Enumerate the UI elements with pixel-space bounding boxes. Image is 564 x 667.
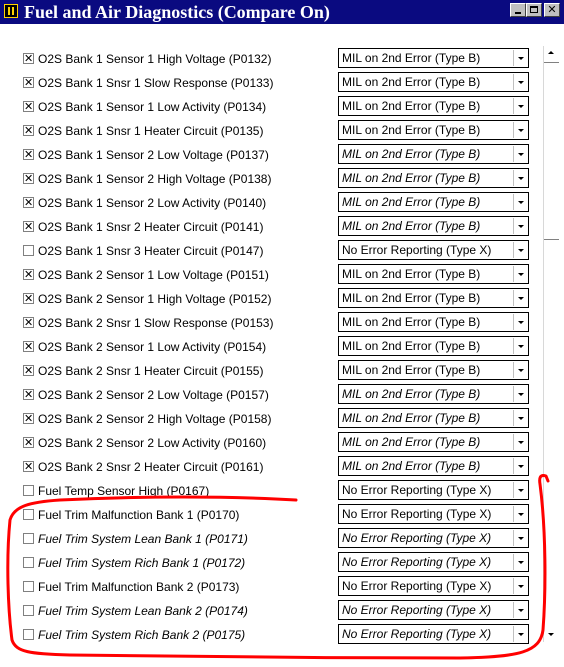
- error-type-dropdown[interactable]: [338, 456, 529, 476]
- enable-checkbox[interactable]: [23, 533, 34, 544]
- dropdown-value: No Error Reporting (Type X): [342, 579, 492, 593]
- scroll-up-arrow-icon[interactable]: [544, 46, 559, 60]
- dropdown-value: MIL on 2nd Error (Type B): [342, 267, 481, 281]
- dropdown-value: MIL on 2nd Error (Type B): [342, 99, 481, 113]
- error-type-dropdown[interactable]: [338, 168, 529, 188]
- error-type-dropdown[interactable]: [338, 240, 529, 260]
- enable-checkbox[interactable]: ✕: [24, 412, 34, 425]
- enable-checkbox[interactable]: ✕: [24, 316, 34, 329]
- chevron-down-icon[interactable]: [513, 146, 527, 162]
- enable-checkbox[interactable]: [23, 509, 34, 520]
- diagnostic-row: [0, 624, 540, 648]
- diagnostic-row: [0, 600, 540, 624]
- enable-checkbox[interactable]: ✕: [24, 340, 34, 353]
- chevron-down-icon[interactable]: [513, 362, 527, 378]
- chevron-down-icon[interactable]: [513, 578, 527, 594]
- enable-checkbox[interactable]: ✕: [24, 292, 34, 305]
- scroll-down-arrow-icon[interactable]: [544, 628, 559, 642]
- diagnostic-row: [0, 480, 540, 504]
- diagnostic-label: Fuel Trim Malfunction Bank 1 (P0170): [38, 508, 240, 522]
- enable-checkbox[interactable]: ✕: [24, 436, 34, 449]
- maximize-icon: [530, 6, 538, 13]
- enable-checkbox[interactable]: ✕: [24, 76, 34, 89]
- diagnostic-row: [0, 456, 540, 480]
- error-type-dropdown[interactable]: [338, 120, 529, 140]
- diagnostic-row: [0, 48, 540, 72]
- diagnostic-label: O2S Bank 1 Sensor 1 High Voltage (P0132): [38, 52, 272, 66]
- diagnostic-row: [0, 336, 540, 360]
- dropdown-value: No Error Reporting (Type X): [342, 627, 492, 641]
- diagnostic-label: O2S Bank 2 Snsr 1 Slow Response (P0153): [38, 316, 274, 330]
- enable-checkbox[interactable]: ✕: [24, 364, 34, 377]
- diagnostic-label: Fuel Trim Malfunction Bank 2 (P0173): [38, 580, 240, 594]
- error-type-dropdown[interactable]: [338, 384, 529, 404]
- chevron-down-icon[interactable]: [513, 530, 527, 546]
- error-type-dropdown[interactable]: [338, 552, 529, 572]
- dropdown-value: MIL on 2nd Error (Type B): [342, 387, 481, 401]
- diagnostic-row: [0, 192, 540, 216]
- error-type-dropdown[interactable]: [338, 408, 529, 428]
- enable-checkbox[interactable]: [23, 245, 34, 256]
- diagnostic-row: [0, 168, 540, 192]
- error-type-dropdown[interactable]: [338, 480, 529, 500]
- diagnostic-label: O2S Bank 1 Sensor 2 Low Activity (P0140): [38, 196, 267, 210]
- dropdown-value: MIL on 2nd Error (Type B): [342, 123, 481, 137]
- diagnostic-row: [0, 576, 540, 600]
- dropdown-value: No Error Reporting (Type X): [342, 555, 492, 569]
- dropdown-value: MIL on 2nd Error (Type B): [342, 147, 481, 161]
- dropdown-value: No Error Reporting (Type X): [342, 603, 492, 617]
- diagnostic-label: O2S Bank 2 Snsr 1 Heater Circuit (P0155): [38, 364, 264, 378]
- chevron-down-icon[interactable]: [513, 242, 527, 258]
- diagnostic-row: [0, 312, 540, 336]
- title-bar[interactable]: [0, 0, 564, 24]
- chevron-down-icon[interactable]: [513, 266, 527, 282]
- diagnostic-label: O2S Bank 2 Sensor 2 Low Activity (P0160): [38, 436, 267, 450]
- error-type-dropdown[interactable]: [338, 72, 529, 92]
- enable-checkbox[interactable]: ✕: [24, 100, 34, 113]
- enable-checkbox[interactable]: ✕: [24, 220, 34, 233]
- diagnostic-row: [0, 384, 540, 408]
- enable-checkbox[interactable]: ✕: [24, 124, 34, 137]
- app-icon: [4, 4, 18, 18]
- error-type-dropdown[interactable]: [338, 528, 529, 548]
- diagnostic-row: [0, 72, 540, 96]
- dropdown-value: MIL on 2nd Error (Type B): [342, 411, 481, 425]
- dropdown-value: MIL on 2nd Error (Type B): [342, 75, 481, 89]
- chevron-down-icon[interactable]: [513, 458, 527, 474]
- error-type-dropdown[interactable]: [338, 600, 529, 620]
- dropdown-value: MIL on 2nd Error (Type B): [342, 459, 481, 473]
- diagnostic-row: [0, 120, 540, 144]
- enable-checkbox[interactable]: ✕: [24, 268, 34, 281]
- chevron-down-icon[interactable]: [513, 482, 527, 498]
- enable-checkbox[interactable]: ✕: [24, 148, 34, 161]
- dropdown-value: MIL on 2nd Error (Type B): [342, 339, 481, 353]
- diagnostic-label: O2S Bank 1 Sensor 1 Low Activity (P0134): [38, 100, 267, 114]
- scrollbar-thumb[interactable]: [544, 62, 559, 240]
- diagnostic-label: O2S Bank 1 Snsr 3 Heater Circuit (P0147): [38, 244, 264, 258]
- error-type-dropdown[interactable]: [338, 624, 529, 644]
- maximize-button[interactable]: [526, 3, 542, 17]
- chevron-down-icon[interactable]: [513, 602, 527, 618]
- diagnostic-label: Fuel Trim System Rich Bank 2 (P0175): [38, 628, 246, 642]
- dropdown-value: No Error Reporting (Type X): [342, 507, 492, 521]
- diagnostic-row: [0, 288, 540, 312]
- diagnostic-row: [0, 528, 540, 552]
- diagnostic-row: [0, 552, 540, 576]
- error-type-dropdown[interactable]: [338, 336, 529, 356]
- enable-checkbox[interactable]: [23, 605, 34, 616]
- minimize-button[interactable]: [510, 3, 526, 17]
- error-type-dropdown[interactable]: [338, 48, 529, 68]
- diagnostic-label: Fuel Trim System Lean Bank 2 (P0174): [38, 604, 248, 618]
- diagnostic-label: O2S Bank 2 Sensor 2 Low Voltage (P0157): [38, 388, 269, 402]
- vertical-scrollbar[interactable]: [543, 46, 559, 642]
- close-button[interactable]: [544, 3, 560, 17]
- chevron-down-icon[interactable]: [513, 74, 527, 90]
- diagnostic-label: O2S Bank 2 Sensor 1 High Voltage (P0152): [38, 292, 272, 306]
- diagnostic-label: O2S Bank 2 Sensor 2 High Voltage (P0158): [38, 412, 272, 426]
- chevron-down-icon[interactable]: [513, 98, 527, 114]
- enable-checkbox[interactable]: [23, 557, 34, 568]
- diagnostic-label: Fuel Trim System Lean Bank 1 (P0171): [38, 532, 248, 546]
- diagnostic-label: O2S Bank 1 Sensor 2 High Voltage (P0138): [38, 172, 272, 186]
- diagnostic-row: [0, 504, 540, 528]
- error-type-dropdown[interactable]: [338, 96, 529, 116]
- close-icon: ✕: [547, 3, 557, 16]
- diagnostic-row: [0, 408, 540, 432]
- dropdown-value: No Error Reporting (Type X): [342, 243, 492, 257]
- diagnostic-label: O2S Bank 1 Snsr 2 Heater Circuit (P0141): [38, 220, 264, 234]
- window-title: Fuel and Air Diagnostics (Compare On): [24, 2, 330, 22]
- dropdown-value: MIL on 2nd Error (Type B): [342, 171, 481, 185]
- diagnostic-row: [0, 432, 540, 456]
- chevron-down-icon[interactable]: [513, 50, 527, 66]
- error-type-dropdown[interactable]: [338, 216, 529, 236]
- error-type-dropdown[interactable]: [338, 264, 529, 284]
- dropdown-value: No Error Reporting (Type X): [342, 483, 492, 497]
- error-type-dropdown[interactable]: [338, 432, 529, 452]
- chevron-down-icon[interactable]: [513, 410, 527, 426]
- diagnostic-row: [0, 96, 540, 120]
- chevron-down-icon[interactable]: [513, 170, 527, 186]
- diagnostic-label: Fuel Temp Sensor High (P0167): [38, 484, 210, 498]
- dropdown-value: MIL on 2nd Error (Type B): [342, 315, 481, 329]
- diagnostic-label: O2S Bank 2 Sensor 1 Low Activity (P0154): [38, 340, 267, 354]
- diagnostic-label: O2S Bank 2 Snsr 2 Heater Circuit (P0161): [38, 460, 264, 474]
- dropdown-value: MIL on 2nd Error (Type B): [342, 435, 481, 449]
- enable-checkbox[interactable]: ✕: [24, 196, 34, 209]
- chevron-down-icon[interactable]: [513, 122, 527, 138]
- diagnostic-row: [0, 360, 540, 384]
- minimize-icon: [515, 12, 521, 14]
- error-type-dropdown[interactable]: [338, 576, 529, 596]
- error-type-dropdown[interactable]: [338, 192, 529, 212]
- diagnostic-label: O2S Bank 1 Snsr 1 Slow Response (P0133): [38, 76, 274, 90]
- enable-checkbox[interactable]: [23, 485, 34, 496]
- dropdown-value: MIL on 2nd Error (Type B): [342, 363, 481, 377]
- diagnostic-row: [0, 264, 540, 288]
- diagnostic-row: [0, 240, 540, 264]
- error-type-dropdown[interactable]: [338, 504, 529, 524]
- enable-checkbox[interactable]: ✕: [24, 172, 34, 185]
- diagnostic-row: [0, 216, 540, 240]
- enable-checkbox[interactable]: [23, 581, 34, 592]
- dropdown-value: MIL on 2nd Error (Type B): [342, 291, 481, 305]
- chevron-down-icon[interactable]: [513, 314, 527, 330]
- error-type-dropdown[interactable]: [338, 144, 529, 164]
- chevron-down-icon[interactable]: [513, 194, 527, 210]
- dropdown-value: MIL on 2nd Error (Type B): [342, 195, 481, 209]
- chevron-down-icon[interactable]: [513, 290, 527, 306]
- chevron-down-icon[interactable]: [513, 434, 527, 450]
- error-type-dropdown[interactable]: [338, 312, 529, 332]
- enable-checkbox[interactable]: ✕: [24, 388, 34, 401]
- chevron-down-icon[interactable]: [513, 554, 527, 570]
- chevron-down-icon[interactable]: [513, 386, 527, 402]
- chevron-down-icon[interactable]: [513, 506, 527, 522]
- diagnostic-row: [0, 144, 540, 168]
- dropdown-value: No Error Reporting (Type X): [342, 531, 492, 545]
- enable-checkbox[interactable]: ✕: [24, 52, 34, 65]
- dropdown-value: MIL on 2nd Error (Type B): [342, 51, 481, 65]
- error-type-dropdown[interactable]: [338, 360, 529, 380]
- enable-checkbox[interactable]: ✕: [24, 460, 34, 473]
- chevron-down-icon[interactable]: [513, 218, 527, 234]
- enable-checkbox[interactable]: [23, 629, 34, 640]
- diagnostic-label: O2S Bank 2 Sensor 1 Low Voltage (P0151): [38, 268, 269, 282]
- diagnostic-label: Fuel Trim System Rich Bank 1 (P0172): [38, 556, 246, 570]
- chevron-down-icon[interactable]: [513, 338, 527, 354]
- error-type-dropdown[interactable]: [338, 288, 529, 308]
- dropdown-value: MIL on 2nd Error (Type B): [342, 219, 481, 233]
- diagnostic-label: O2S Bank 1 Snsr 1 Heater Circuit (P0135): [38, 124, 264, 138]
- diagnostic-label: O2S Bank 1 Sensor 2 Low Voltage (P0137): [38, 148, 269, 162]
- chevron-down-icon[interactable]: [513, 626, 527, 642]
